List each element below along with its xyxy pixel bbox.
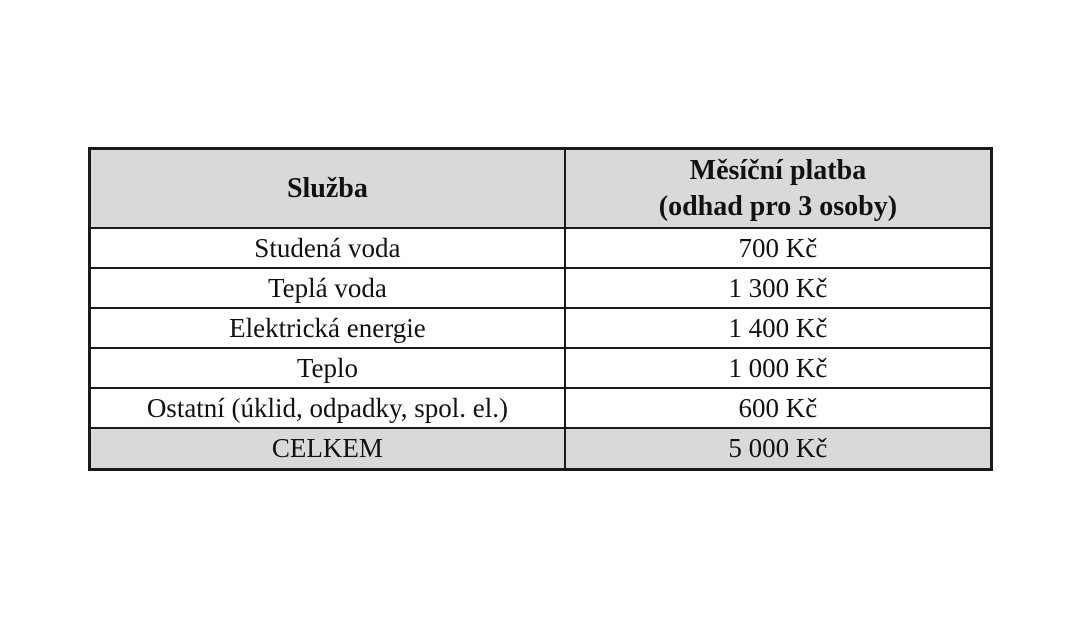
service-cell: Elektrická energie <box>90 308 565 348</box>
payment-cell: 600 Kč <box>565 388 992 428</box>
table-row <box>90 228 992 268</box>
payment-cell: 1 000 Kč <box>565 348 992 388</box>
table-row <box>90 348 992 388</box>
total-payment-cell: 5 000 Kč <box>565 428 992 470</box>
payment-cell: 1 300 Kč <box>565 268 992 308</box>
total-label-cell: CELKEM <box>90 428 565 470</box>
service-cell: Studená voda <box>90 228 565 268</box>
monthly-payments-table <box>88 147 993 471</box>
payment-cell: 1 400 Kč <box>565 308 992 348</box>
table-row <box>90 268 992 308</box>
table-total-row <box>90 428 992 470</box>
table-row <box>90 388 992 428</box>
table-row <box>90 308 992 348</box>
service-cell: Teplá voda <box>90 268 565 308</box>
payment-column-header <box>565 149 992 229</box>
service-cell: Ostatní (úklid, odpadky, spol. el.) <box>90 388 565 428</box>
payment-cell: 700 Kč <box>565 228 992 268</box>
service-cell: Teplo <box>90 348 565 388</box>
service-column-header: Služba <box>90 149 565 229</box>
payment-header-line1: Měsíční platba <box>689 154 867 186</box>
table-header-row <box>90 149 992 229</box>
payment-header-line2: (odhad pro 3 osoby) <box>658 190 898 222</box>
